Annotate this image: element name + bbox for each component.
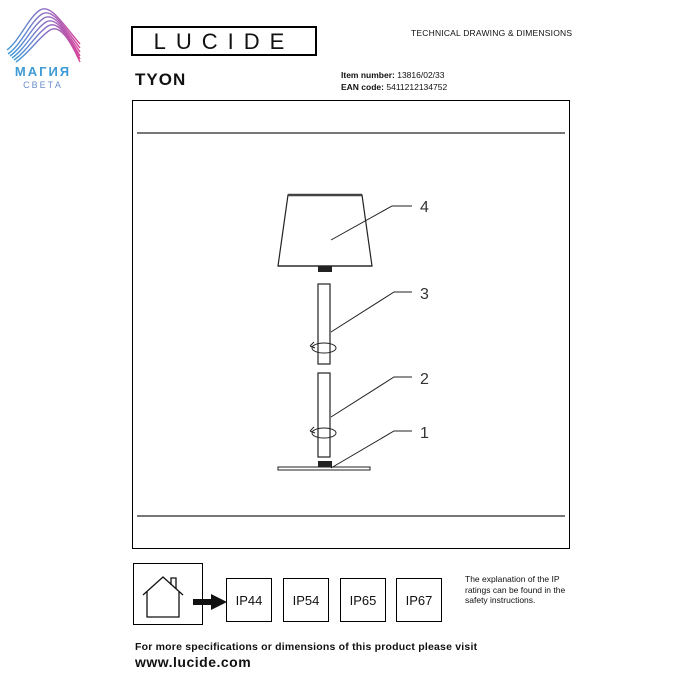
brand-logo: LUCIDE (131, 26, 317, 56)
lamp-technical-drawing (132, 100, 570, 549)
lower-tube (318, 373, 330, 457)
lamp-shade (278, 195, 372, 266)
ip-rating-badge: IP44 (226, 578, 272, 622)
ip-explanation-note: The explanation of the IP ratings can be found in the safety instructions. (465, 574, 566, 605)
callout-label: 4 (420, 199, 429, 216)
item-number-label: Item number: (341, 70, 395, 80)
ip-rating-badge: IP54 (283, 578, 329, 622)
lamp-base (278, 461, 370, 470)
callout-label: 1 (420, 425, 429, 442)
document-type: TECHNICAL DRAWING & DIMENSIONS (411, 28, 573, 38)
ip-rating-badge: IP67 (396, 578, 442, 622)
site-logo-subtitle: СВЕТА (23, 80, 63, 90)
item-number (341, 70, 445, 80)
website-link[interactable]: www.lucide.com (135, 654, 252, 670)
shade-connector (318, 266, 332, 272)
product-name: TYON (135, 70, 187, 89)
site-logo-title: МАГИЯ (14, 64, 72, 79)
callout-label: 3 (420, 286, 429, 303)
footer-note: For more specifications or dimensions of this product please visit (135, 641, 478, 653)
ean-code (341, 82, 447, 92)
house-icon (133, 563, 233, 625)
wave-ribbon-icon (4, 4, 84, 64)
callout-label: 2 (420, 371, 429, 388)
arrow-right-icon (193, 594, 227, 610)
item-number-value: 13816/02/33 (397, 70, 445, 80)
ean-code-label: EAN code: (341, 82, 384, 92)
upper-tube (318, 284, 330, 364)
ean-code-value: 5411212134752 (386, 82, 448, 92)
ip-rating-badge: IP65 (340, 578, 386, 622)
